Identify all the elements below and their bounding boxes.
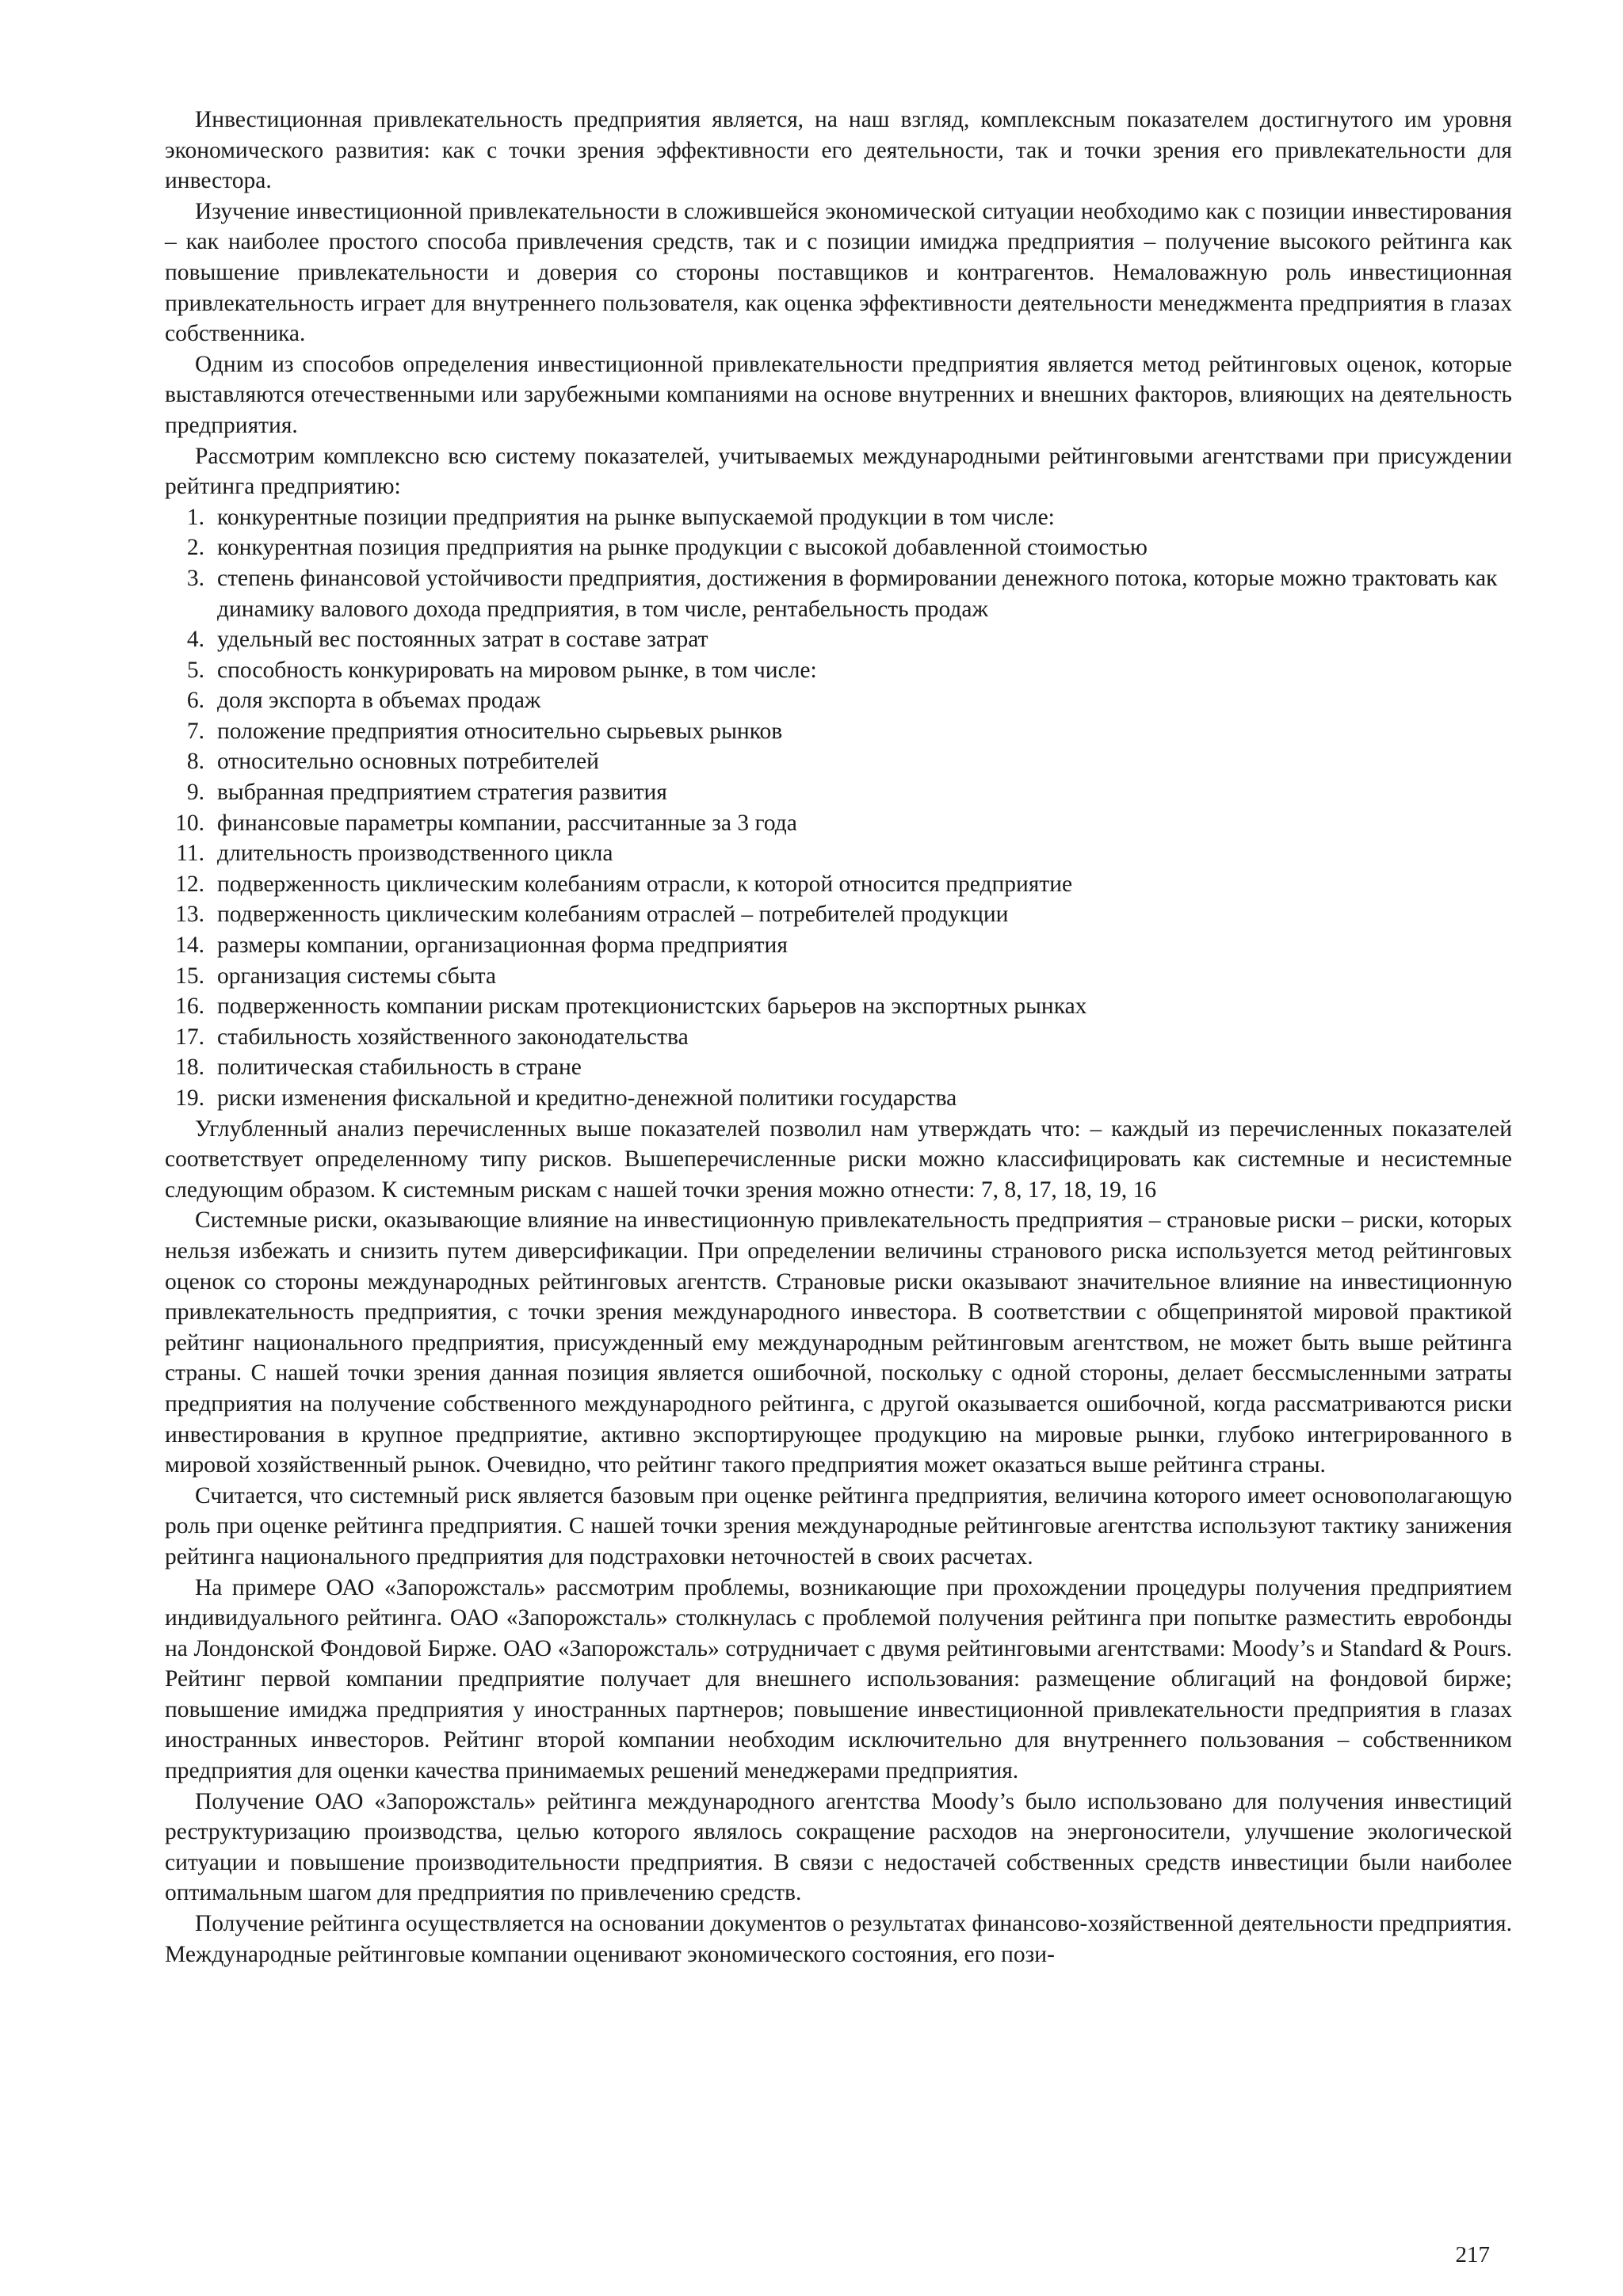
list-item-number: 1 . (165, 502, 204, 533)
list-item (165, 808, 1512, 839)
paragraph: Получение ОАО «Запорожсталь» рейтинга международного агентства Moody’s было использовано для получения инвестиций реструктуризацию производства, целью которого являлось сокращение расходов на энергоносители, улучшение экологической ситуации и повышение производительности предприятия. В связи с недостачей собственных средств инвестиции были наиболее оптимальным шагом для предприятия по привлечению средств. (165, 1788, 1512, 1906)
list-item-number: 17 . (165, 1022, 204, 1053)
list-item (165, 899, 1512, 930)
list-item-text: конкурентные позиции предприятия на рынке выпускаемой продукции в том числе: (217, 504, 1055, 530)
list-item-number: 13 . (165, 899, 204, 930)
list-item (165, 838, 1512, 869)
document-page (165, 105, 1512, 1970)
list-item-text: риски изменения фискальной и кредитно-денежной политики государства (217, 1085, 957, 1111)
list-item-number: 8 . (165, 746, 204, 777)
list-item-text: длительность производственного цикла (217, 841, 613, 867)
list-item-text: финансовые параметры компании, рассчитанные за 3 года (217, 810, 797, 836)
list-item-text: степень финансовой устойчивости предприятия, достижения в формировании денежного потока, которые можно трактовать как динамику валового дохода предприятия, в том числе, рентабельность продаж (217, 565, 1498, 622)
paragraph: На примере ОАО «Запорожсталь» рассмотрим проблемы, возникающие при прохождении процедуры получения предприятием индивидуального рейтинга. ОАО «Запорожсталь» столкнулась с проблемой получения рейтинга при попытке разместить евробонды на Лондонской Фондовой Бирже. ОАО «Запорожсталь» сотрудничает с двумя рейтинговыми агентствами: Moody’s и Standard & Pours. Рейтинг первой компании предприятие получает для внешнего использования: размещение облигаций на фондовой бирже; повышение имиджа предприятия у иностранных партнеров; повышение инвестиционной привлекательности предприятия в глазах иностранных инвесторов. Рейтинг второй компании необходим исключительно для внутреннего пользования – собственником предприятия для оценки качества принимаемых решений менеджерами предприятия. (165, 1574, 1512, 1784)
list-item (165, 685, 1512, 716)
list-item-number: 14 . (165, 930, 204, 961)
paragraph: Углубленный анализ перечисленных выше показателей позволил нам утверждать что: – каждый из перечисленных показателей соответствует определенному типу рисков. Вышеперечисленные риски можно классифицировать как системные и несистемные следующим образом. К системным рискам с нашей точки зрения можно отнести: 7, 8, 17, 18, 19, 16 (165, 1116, 1512, 1203)
list-item-text: стабильность хозяйственного законодательства (217, 1024, 689, 1050)
list-item (165, 930, 1512, 961)
list-item-text: конкурентная позиция предприятия на рынке продукции с высокой добавленной стоимостью (217, 535, 1148, 561)
list-item-number: 4 . (165, 624, 204, 655)
list-item-text: размеры компании, организационная форма предприятия (217, 933, 788, 959)
list-item (165, 746, 1512, 777)
list-item (165, 869, 1512, 900)
list-item (165, 1052, 1512, 1083)
paragraph: Получение рейтинга осуществляется на основании документов о результатах финансово-хозяйственной деятельности предприятия. Международные рейтинговые компании оценивают экономического состояния, его пози- (165, 1911, 1512, 1967)
list-item-number: 15 . (165, 961, 204, 992)
paragraph: Инвестиционная привлекательность предприятия является, на наш взгляд, комплексным показателем достигнутого им уровня экономического развития: как с точки зрения эффективности его деятельности, так и точки зрения его привлекательности для инвестора. (165, 107, 1512, 194)
list-item-number: 18 . (165, 1052, 204, 1083)
page-number: 217 (1455, 2242, 1490, 2267)
paragraph: Системные риски, оказывающие влияние на инвестиционную привлекательность предприятия – страновые риски – риски, которых нельзя избежать и снизить путем диверсификации. При определении величины странового риска используется метод рейтинговых оценок со стороны международных рейтинговых агентств. Страновые риски оказывают значительное влияние на инвестиционную привлекательность предприятия, с точки зрения международного инвестора. В соответствии с общепринятой мировой практикой рейтинг национального предприятия, присужденный ему международным рейтинговым агентством, не может быть выше рейтинга страны. С нашей точки зрения данная позиция является ошибочной, поскольку с одной стороны, делает бессмысленными затраты предприятия на получение собственного международного рейтинга, с другой оказывается ошибочной, когда рассматриваются риски инвестирования в крупное предприятие, активно экспортирующее продукцию на мировые рынки, глубоко интегрированного в мировой хозяйственный рынок. Очевидно, что рейтинг такого предприятия может оказаться выше рейтинга страны. (165, 1207, 1512, 1478)
list-item-number: 11 . (165, 838, 204, 869)
list-item-number: 3 . (165, 563, 204, 594)
list-item-number: 9 . (165, 777, 204, 808)
list-item-text: подверженность компании рискам протекционистских барьеров на экспортных рынках (217, 994, 1087, 1020)
list-item (165, 655, 1512, 686)
list-item (165, 961, 1512, 992)
list-item-number: 5 . (165, 655, 204, 686)
list-item-text: организация системы сбыта (217, 963, 496, 989)
list-item (165, 777, 1512, 808)
rating-factors-list (165, 502, 1512, 1114)
paragraph: Одним из способов определения инвестиционной привлекательности предприятия является метод рейтинговых оценок, которые выставляются отечественными или зарубежными компаниями на основе внутренних и внешних факторов, влияющих на деятельность предприятия. (165, 351, 1512, 438)
list-item-number: 16 . (165, 991, 204, 1022)
list-item (165, 502, 1512, 533)
paragraph: Считается, что системный риск является базовым при оценке рейтинга предприятия, величина которого имеет основополагающую роль при оценке рейтинга предприятия. С нашей точки зрения международные рейтинговые агентства используют тактику занижения рейтинга национального предприятия для подстраховки неточностей в своих расчетах. (165, 1482, 1512, 1569)
list-item-text: способность конкурировать на мировом рынке, в том числе: (217, 657, 817, 683)
list-item-number: 19 . (165, 1083, 204, 1114)
list-item-number: 7 . (165, 716, 204, 747)
list-item-number: 10 . (165, 808, 204, 839)
list-item-text: подверженность циклическим колебаниям отраслей – потребителей продукции (217, 902, 1009, 928)
list-item-text: подверженность циклическим колебаниям отрасли, к которой относится предприятие (217, 871, 1073, 897)
list-item-text: относительно основных потребителей (217, 749, 599, 775)
paragraph: Изучение инвестиционной привлекательности в сложившейся экономической ситуации необходимо как с позиции инвестирования – как наиболее простого способа привлечения средств, так и с позиции имиджа предприятия – получение высокого рейтинга как повышение привлекательности и доверия со стороны поставщиков и контрагентов. Немаловажную роль инвестиционная привлекательность играет для внутреннего пользователя, как оценка эффективности деятельности менеджмента предприятия в глазах собственника. (165, 198, 1512, 347)
list-item-text: удельный вес постоянных затрат в составе затрат (217, 627, 708, 653)
list-item (165, 624, 1512, 655)
list-item (165, 563, 1512, 624)
list-item-text: выбранная предприятием стратегия развития (217, 780, 667, 806)
list-item-text: положение предприятия относительно сырьевых рынков (217, 718, 783, 744)
list-item (165, 1083, 1512, 1114)
list-item (165, 991, 1512, 1022)
list-item-number: 2 . (165, 532, 204, 563)
list-item-number: 6 . (165, 685, 204, 716)
list-item-text: политическая стабильность в стране (217, 1055, 582, 1081)
list-item (165, 532, 1512, 563)
list-item-number: 12 . (165, 869, 204, 900)
paragraph: Рассмотрим комплексно всю систему показателей, учитываемых международными рейтинговыми агентствами при присуждении рейтинга предприятию: (165, 443, 1512, 500)
list-item (165, 716, 1512, 747)
list-item (165, 1022, 1512, 1053)
list-item-text: доля экспорта в объемах продаж (217, 688, 541, 714)
